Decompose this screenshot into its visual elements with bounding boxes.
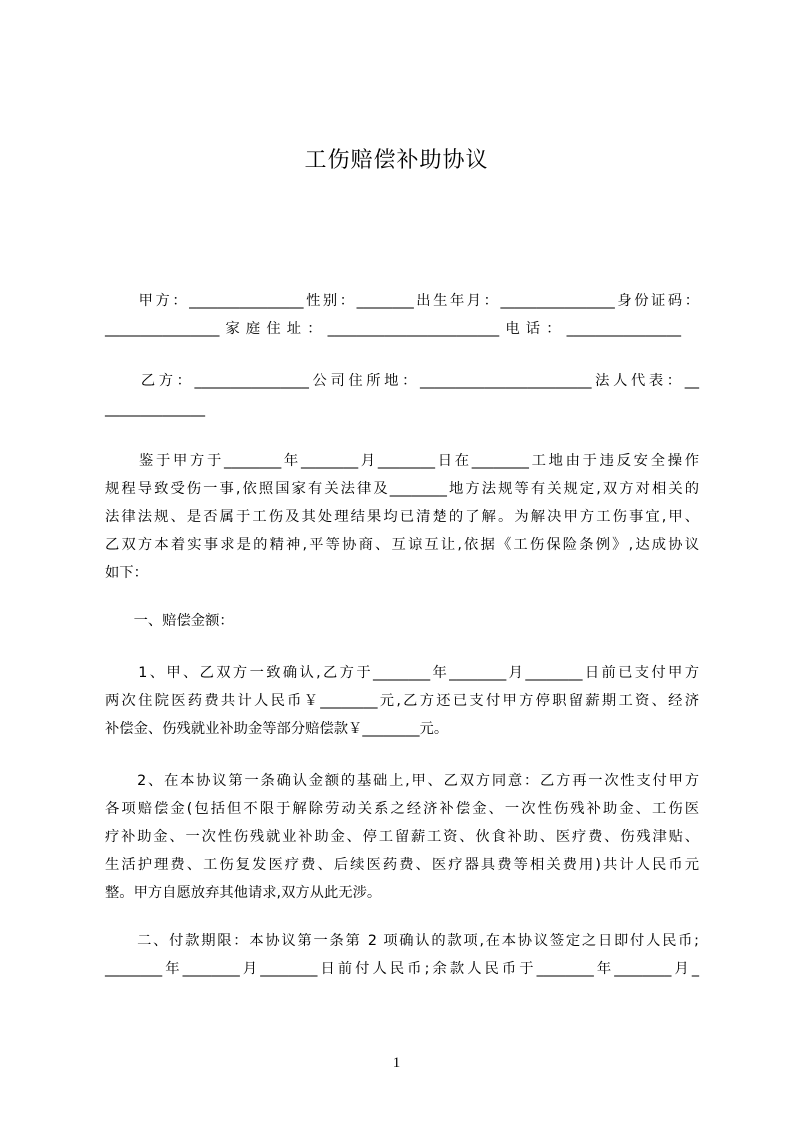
section-1-heading: 一、赔偿金额：	[105, 613, 234, 629]
preamble-line: 乙双方本着实事求是的精神,平等协商、互谅互让,依据《工伤保险条例》,达成协议	[105, 537, 699, 553]
preamble-line: 规程导致受伤一事,依照国家有关法律及________地方法规等有关规定,双方对相关的	[105, 481, 699, 497]
clause-line: 整。甲方自愿放弃其他请求,双方从此无涉。	[105, 885, 382, 901]
preamble-line: 鉴于甲方于________年________月________日在________工地由于违反安全操作	[105, 453, 699, 469]
party-b-info-line: ______________	[105, 401, 206, 417]
preamble-line: 法律法规、是否属于工伤及其处理结果均已清楚的了解。为解决甲方工伤事宜,甲、	[105, 509, 699, 525]
clause-line: 2、在本协议第一条确认金额的基础上,甲、乙双方同意：乙方再一次性支付甲方	[105, 773, 699, 789]
clause-line: 补偿金、伤残就业补助金等部分赔偿款￥________元。	[105, 721, 449, 737]
document-title: 工伤赔偿补助协议	[304, 148, 489, 173]
clause-line: 二、付款期限：本协议第一条第 2 项确认的款项,在本协议签定之日即付人民币;	[105, 933, 699, 949]
clause-line: 两次住院医药费共计人民币￥________元,乙方还已支付甲方停职留薪期工资、经济	[105, 693, 699, 709]
clause-line: 生活护理费、工伤复发医疗费、后续医药费、医疗器具费等相关费用)共计人民币元	[105, 857, 699, 873]
clause-line: ________年________月________日前付人民币;余款人民币于________年________月_	[105, 961, 699, 977]
party-a-info-line: 甲方：________________性别：________出生年月：________________身份证码：	[105, 293, 699, 309]
clause-line: 1、甲、乙双方一致确认,乙方于________年________月________日前已支付甲方	[105, 665, 699, 681]
clause-line: 疗补助金、一次性伤残就业补助金、停工留薪工资、伙食补助、医疗费、伤残津贴、	[105, 829, 699, 845]
party-b-info-line: 乙方：________________公司住所地：________________________法人代表：__	[105, 373, 699, 389]
clause-line: 各项赔偿金(包括但不限于解除劳动关系之经济补偿金、一次性伤残补助金、工伤医	[105, 801, 699, 817]
page-number: 1	[392, 1055, 401, 1071]
preamble-line: 如下：	[105, 565, 148, 581]
party-a-info-line: ________________家庭住址：________________________电话：________________	[105, 321, 681, 337]
